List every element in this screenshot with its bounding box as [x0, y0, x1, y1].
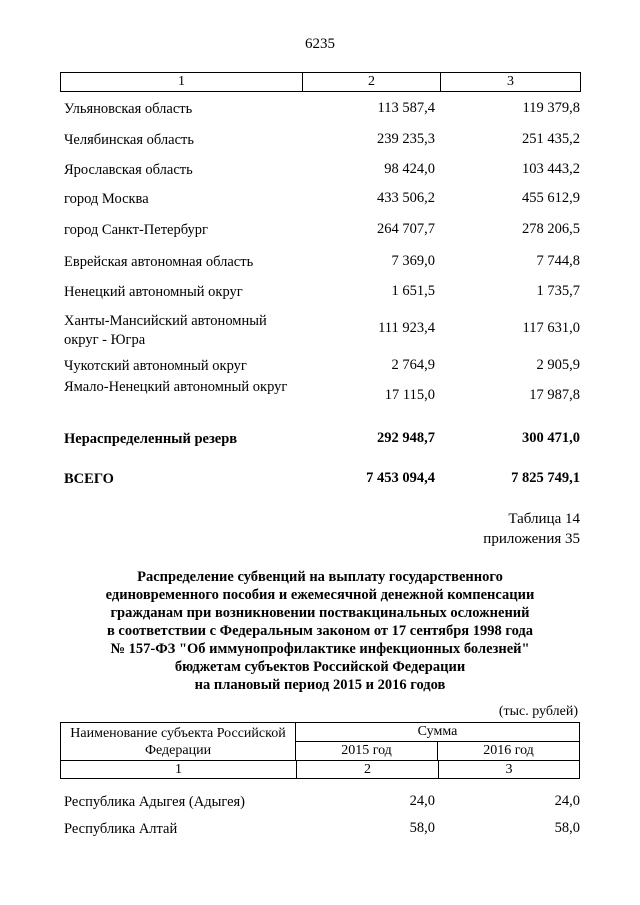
header-region-name: Наименование субъекта Российской Федерации	[61, 723, 296, 760]
value-2016: 455 612,9	[522, 190, 580, 206]
title-line: в соответствии с Федеральным законом от 17 сентября 1998 года	[106, 623, 534, 639]
region-name: Ненецкий автономный округ	[64, 284, 243, 300]
region-name: Ямало-Ненецкий автономный округ	[64, 379, 288, 395]
table2-col-2: 2	[297, 761, 439, 778]
title-line: № 157-ФЗ "Об иммунопрофилактике инфекционных болезней"	[110, 641, 530, 657]
total-2015: 7 453 094,4	[366, 470, 435, 486]
table1-column-numbers	[60, 72, 581, 92]
caption-table-number: Таблица 14	[508, 511, 580, 527]
value-2016: 17 987,8	[529, 387, 580, 403]
value-2016: 117 631,0	[522, 320, 580, 336]
table1-col-3: 3	[507, 74, 514, 89]
title-line: бюджетам субъектов Российской Федерации	[174, 659, 466, 675]
header-sum: Сумма	[296, 723, 579, 742]
value-2015: 1 651,5	[391, 283, 435, 299]
region-name: город Москва	[64, 191, 149, 207]
total-2016: 7 825 749,1	[511, 470, 580, 486]
value-2016: 251 435,2	[522, 131, 580, 147]
region-name: Чукотский автономный округ	[64, 358, 247, 374]
reserve-2016: 300 471,0	[522, 430, 580, 446]
value-2015: 58,0	[409, 820, 435, 836]
table1-col-1: 1	[61, 73, 303, 91]
value-2016: 278 206,5	[522, 221, 580, 237]
region-name: Ханты-Мансийский автономный округ - Югра	[64, 313, 267, 348]
value-2015: 2 764,9	[391, 357, 435, 373]
value-2016: 119 379,8	[522, 100, 580, 116]
title-line: единовременного пособия и ежемесячной денежной компенсации	[105, 587, 535, 603]
total-label: ВСЕГО	[64, 471, 114, 487]
value-2015: 113 587,4	[377, 100, 435, 116]
value-2015: 98 424,0	[384, 161, 435, 177]
table2-col-3: 3	[505, 762, 513, 777]
value-2015: 17 115,0	[384, 387, 435, 403]
header-year-2016: 2016 год	[483, 743, 534, 758]
value-2015: 264 707,7	[377, 221, 435, 237]
region-name: город Санкт-Петербург	[64, 222, 209, 238]
table2-col-1: 1	[61, 761, 297, 778]
value-2015: 111 923,4	[378, 320, 435, 336]
value-2016: 58,0	[554, 820, 580, 836]
title-line: Распределение субвенций на выплату государственного	[137, 569, 503, 585]
title-line: на плановый период 2015 и 2016 годов	[194, 677, 446, 693]
section-title	[60, 568, 580, 694]
region-name: Челябинская область	[64, 132, 194, 148]
page-number: 6235	[305, 36, 335, 52]
value-2016: 103 443,2	[522, 161, 580, 177]
region-name: Ярославская область	[64, 162, 193, 178]
reserve-2015: 292 948,7	[377, 430, 435, 446]
value-2016: 2 905,9	[536, 357, 580, 373]
value-2015: 239 235,3	[377, 131, 435, 147]
table-caption	[483, 509, 580, 549]
region-name: Еврейская автономная область	[64, 254, 254, 270]
region-name: Республика Адыгея (Адыгея)	[64, 794, 246, 810]
value-2016: 1 735,7	[536, 283, 580, 299]
title-line: гражданам при возникновении поствакцинальных осложнений	[110, 605, 530, 621]
value-2015: 7 369,0	[391, 253, 435, 269]
region-name: Ульяновская область	[64, 101, 193, 117]
reserve-label: Нераспределенный резерв	[64, 431, 238, 447]
value-2016: 7 744,8	[536, 253, 580, 269]
value-2016: 24,0	[554, 793, 580, 809]
header-year-2015: 2015 год	[296, 742, 438, 760]
value-2015: 433 506,2	[377, 190, 435, 206]
region-name: Республика Алтай	[64, 821, 178, 837]
units-label: (тыс. рублей)	[498, 704, 578, 719]
caption-appendix: приложения 35	[483, 531, 580, 547]
value-2015: 24,0	[409, 793, 435, 809]
table1-col-2: 2	[303, 73, 441, 91]
table2-header	[60, 722, 580, 779]
